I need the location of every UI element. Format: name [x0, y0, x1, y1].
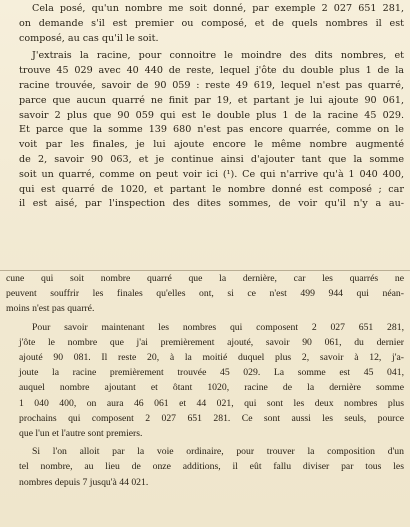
text-line: trouve 45 029 avec 40 440 de reste, lequel j'ôte du double plus 1 de la [19, 65, 404, 77]
document-continuation [0, 271, 410, 493]
text-line: 1 040 400, on aura 46 061 et 44 021, qui sont les deux nombres plus [19, 397, 404, 409]
paragraph-ordinary-way [6, 444, 404, 490]
text-line: composé, au cas qu'il le soit. [19, 32, 159, 44]
text-line: savoir 2 plus que 90 059 qui est le double plus 1 de la racine 45 029. [19, 109, 404, 121]
text-line: Si l'on alloit par la voie ordinaire, pour trouver la composition d'un [32, 446, 404, 458]
text-line: parce que aucun quarré ne finit par 19, et partant je lui ajoute 90 061, [19, 94, 404, 106]
text-line: Et parce que la somme 139 680 n'est pas encore quarrée, comme on le [19, 124, 404, 136]
text-line: j'ôte le nombre que j'ai premièrement ajouté, savoir 90 061, du dernier [19, 336, 404, 348]
text-line: qui est quarré de 1020, et partant le nombre donné est composé ; car [19, 183, 404, 195]
paragraph-intro [6, 2, 404, 46]
paragraph-factors [6, 320, 404, 442]
text-line: il est aisé, par l'inspection des dites sommes, de voir qu'il n'y a au- [19, 198, 404, 210]
text-line: moins n'est pas quarré. [6, 303, 95, 315]
text-line: joute la racine premièrement trouvée 45 029. La somme est 45 041, [19, 367, 404, 379]
text-line: J'extrais la racine, pour connoitre le moindre des dits nombres, et [32, 50, 404, 62]
text-line: cune qui soit nombre quarré que la dernière, car les quarrés ne [6, 273, 404, 284]
text-line: de 2, savoir 90 063, et je continue ainsi d'ajouter tant que la somme [19, 153, 404, 165]
text-line: tel nombre, au lieu de onze additions, il eût fallu diviser par tous les [19, 461, 404, 473]
text-line: voit par les finales, je lui ajoute encore le même nombre augmenté [19, 139, 404, 151]
text-line: Cela posé, qu'un nombre me soit donné, par exemple 2 027 651 281, [32, 3, 404, 14]
paragraph-continuation [6, 271, 404, 317]
text-line: on demande s'il est premier ou composé, et de quels nombres il est [19, 17, 404, 29]
text-line: Pour savoir maintenant les nombres qui composent 2 027 651 281, [32, 321, 404, 333]
text-line: prochains qui composent 2 027 651 281. Ce sont aussi les seuls, pource [19, 412, 404, 424]
text-line: auquel nombre ajoutant et ôtant 1020, racine de la dernière somme [19, 382, 404, 394]
text-line: ajouté 90 081. Il reste 20, à la moitié duquel plus 2, savoir à 12, j'a- [19, 352, 404, 364]
text-line: que l'un et l'autre sont premiers. [19, 428, 143, 440]
text-line: peuvent souffrir les finales qu'elles ont, si ce n'est 499 944 qui néan- [6, 288, 404, 300]
text-line: soit un quarré, comme on peut voir ici (¹). Ce qui n'arrive qu'à 1 040 400, [19, 168, 404, 180]
text-line: nombres depuis 7 jusqu'à 44 021. [19, 476, 149, 488]
text-line: racine trouvée, savoir de 90 059 : reste 49 619, lequel n'est pas quarré, [19, 79, 404, 91]
paragraph-method [6, 49, 404, 212]
